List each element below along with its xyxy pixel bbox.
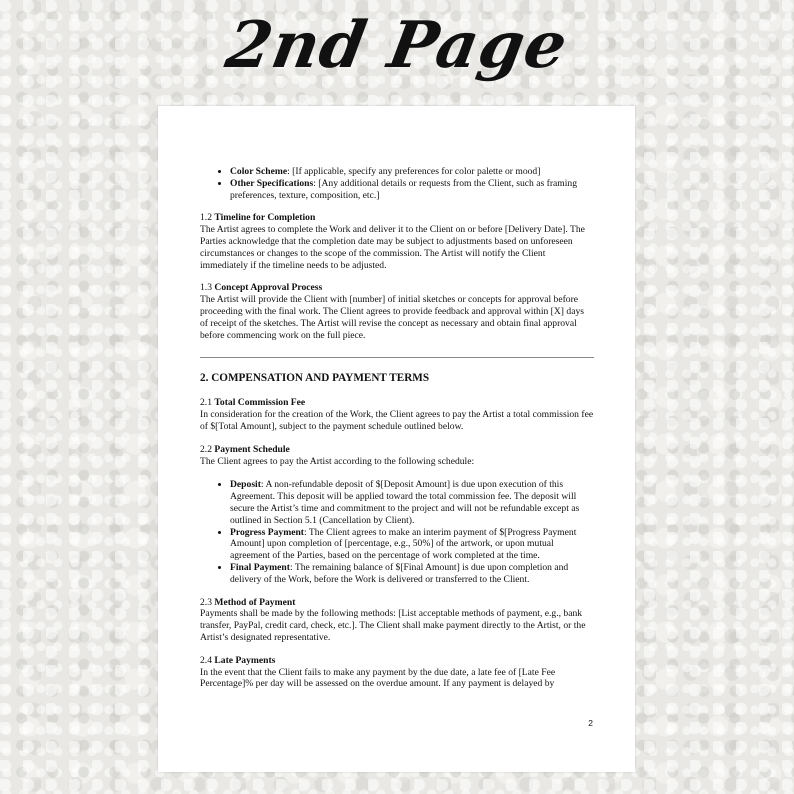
section-heading: [200, 282, 594, 294]
bullet-term: Color Scheme: [230, 166, 288, 177]
section-number: 2.2: [200, 443, 215, 455]
section-title: Total Commission Fee: [214, 397, 306, 409]
list-item: [230, 527, 594, 562]
list-item: [230, 178, 594, 202]
section-body: The Client agrees to pay the Artist according to the following schedule:: [200, 455, 475, 467]
page-number: 2: [588, 718, 593, 728]
bullet-term: Other Specifications: [230, 177, 314, 189]
banner-title: 2nd Page: [220, 8, 574, 83]
list-item: [230, 479, 594, 526]
section-2-4: [200, 655, 594, 690]
bullet-term: Final Payment: [230, 561, 290, 573]
section-heading: [200, 444, 594, 456]
list-item: [230, 562, 594, 586]
payment-schedule-list: [200, 479, 594, 585]
section-body: Payments shall be made by the following methods: [List acceptable methods of payment, e.g., bank transfer, PayPal, credit card, check, etc.]. The Client shall make payment directly to the Artist, or the Artist’s designated representative.: [200, 608, 586, 643]
section-title: Method of Payment: [214, 596, 296, 608]
section-heading: [200, 597, 594, 609]
section-number: 2.1: [200, 397, 215, 409]
bullet-list-specs: [200, 166, 594, 201]
section-number: 1.2: [200, 212, 215, 224]
section-heading: [200, 655, 594, 667]
bullet-text: : The Client agrees to make an interim payment of $[Progress Payment Amount] upon completion of [percentage, e.g., 50%] of the artwork, or upon mutual agreement of the Parties, based on the percentage of work completed at the time.: [230, 526, 577, 562]
section-2-heading: 2. COMPENSATION AND PAYMENT TERMS: [200, 372, 430, 385]
section-heading: [200, 212, 594, 224]
section-number: 2.4: [200, 654, 215, 666]
document-content: [200, 166, 594, 690]
section-body: In the event that the Client fails to make any payment by the due date, a late fee of [Late Fee Percentage]% per day will be assessed on the overdue amount. If any payment is delayed by: [200, 666, 556, 690]
section-title: Timeline for Completion: [214, 212, 316, 224]
section-body: The Artist agrees to complete the Work and deliver it to the Client on or before [Delivery Date]. The Parties acknowledge that the completion date may be subject to adjustments based on unforeseen circumstances or changes to the scope of the commission. The Artist will notify the Client immediately if the timeline needs to be adjusted.: [200, 224, 585, 271]
section-2-2: [200, 444, 594, 586]
section-divider: [200, 357, 594, 358]
bullet-text: : The remaining balance of $[Final Amount] is due upon completion and delivery of the Work, before the Work is delivered or transferred to the Client.: [230, 561, 569, 585]
bullet-term: Deposit: [230, 479, 261, 491]
bullet-text: : [Any additional details or requests from the Client, such as framing preferences, texture, composition, etc.]: [230, 177, 578, 201]
section-title: Late Payments: [214, 654, 276, 666]
section-heading: [200, 397, 594, 409]
section-2-3: [200, 597, 594, 644]
bullet-text: : A non-refundable deposit of $[Deposit Amount] is due upon execution of this Agreement. This deposit will be applied toward the total commission fee. The deposit will secure the Artist’s time and commitment to the project and will not be refundable except as outlined in Section 5.1 (Cancellation by Client).: [230, 479, 580, 526]
bullet-text: : [If applicable, specify any preferences for color palette or mood]: [287, 166, 541, 177]
spacer: [200, 467, 594, 479]
section-title: Concept Approval Process: [214, 282, 323, 294]
section-body: In consideration for the creation of the Work, the Client agrees to pay the Artist a total commission fee of $[Total Amount], subject to the payment schedule outlined below.: [200, 409, 594, 432]
section-body: The Artist will provide the Client with [number] of initial sketches or concepts for approval before proceeding with the final work. The Client agrees to provide feedback and approval within [X] days of receipt of the sketches. The Artist will revise the concept as necessary and obtain final approval before commencing work on the full piece.: [200, 294, 584, 341]
section-1-3: [200, 282, 594, 341]
list-item: [230, 166, 594, 178]
bullet-term: Progress Payment: [230, 526, 304, 538]
section-title: Payment Schedule: [214, 443, 290, 455]
section-number: 1.3: [200, 282, 215, 294]
section-2-1: [200, 397, 594, 432]
section-1-2: [200, 212, 594, 271]
document-page: [158, 106, 635, 772]
section-number: 2.3: [200, 596, 215, 608]
